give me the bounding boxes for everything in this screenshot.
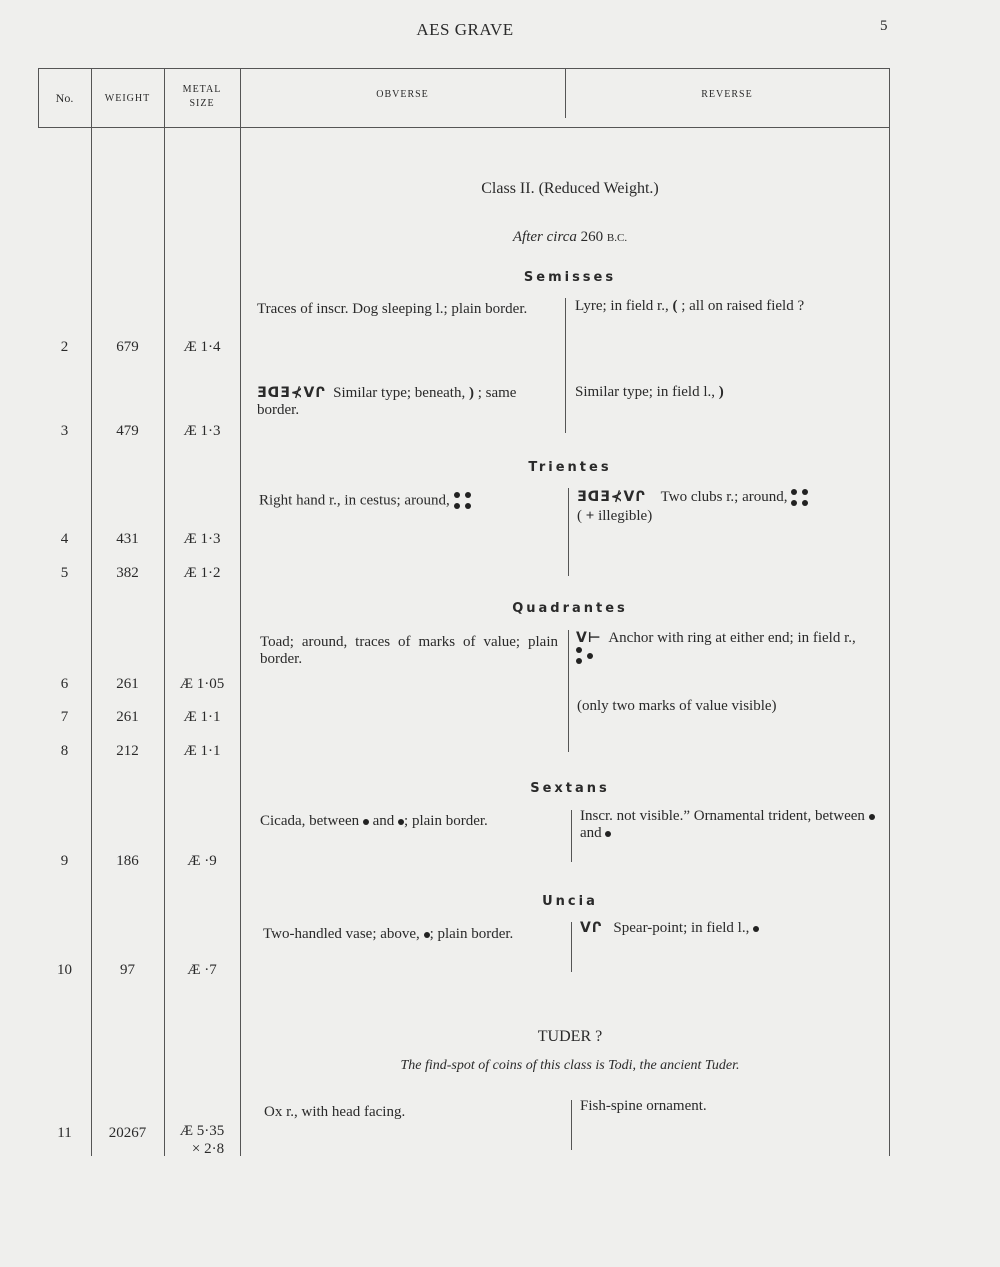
unc-obverse-b: ; plain border. <box>429 926 514 942</box>
running-title: AES GRAVE <box>416 20 514 39</box>
row-no: 9 <box>60 853 69 869</box>
row-metal: Æ 1·1 <box>183 709 221 725</box>
three-dots-icon <box>576 647 594 665</box>
sext-divider <box>571 810 572 862</box>
header-size: SIZE <box>189 98 215 109</box>
sext-obverse-c: ; plain border. <box>404 813 488 829</box>
unc-obverse-a: Two-handled vase; above, <box>263 926 420 942</box>
trient-reverse-text: Two clubs r.; around, <box>660 489 788 505</box>
inscription: V⊢ <box>576 630 602 646</box>
class-title: Class II. (Reduced Weight.) <box>481 180 659 197</box>
row-weight: 261 <box>116 709 139 725</box>
row-weight: 261 <box>116 676 139 692</box>
row-metal: Æ 1·3 <box>183 423 221 439</box>
row-no: 11 <box>57 1125 72 1141</box>
trient-reverse: ƎᗡƎ⊀VՐ Two clubs r.; around, ( + illegible) <box>577 488 877 526</box>
row-no: 8 <box>60 743 69 759</box>
row-metal: Æ ·9 <box>187 853 217 869</box>
tuder-obverse: Ox r., with head facing. <box>264 1104 406 1120</box>
semis-reverse-b: ; all on raised field ? <box>681 298 805 314</box>
semis2-obverse-a: Similar type; beneath, <box>333 385 466 401</box>
row-weight: 20267 <box>108 1125 147 1141</box>
quad-obverse: Toad; around, traces of marks of value; plain border. <box>260 634 558 667</box>
dot-icon <box>869 814 875 820</box>
dot-icon <box>363 819 369 825</box>
header-weight: WEIGHT <box>104 93 151 104</box>
header-bottom-rule <box>38 127 890 128</box>
row-no: 7 <box>60 709 69 725</box>
row-no: 2 <box>60 339 69 355</box>
semis-divider <box>565 298 566 433</box>
header-obverse: OBVERSE <box>376 89 429 100</box>
row-weight: 186 <box>116 853 139 869</box>
row-metal: Æ 5·35 <box>179 1123 225 1139</box>
sext-reverse <box>580 808 880 842</box>
row-weight: 97 <box>120 962 135 978</box>
date-note <box>250 229 890 246</box>
section-uncia: Uncia <box>542 894 598 909</box>
col-rule-no <box>91 68 92 1156</box>
unc-divider <box>571 922 572 972</box>
page-number: 5 <box>880 18 888 34</box>
dot-icon <box>605 831 611 837</box>
quad-divider <box>568 630 569 752</box>
header-reverse: REVERSE <box>701 89 753 100</box>
crescent-right-symbol: ) <box>718 384 724 400</box>
trient-divider <box>568 488 569 576</box>
tuder-note: The find-spot of coins of this class is Todi, the ancient Tuder. <box>400 1058 740 1073</box>
section-sextans: Sextans <box>530 781 610 796</box>
row-metal: Æ 1·4 <box>183 339 221 355</box>
header-no: No. <box>55 91 74 105</box>
sext-obverse <box>260 813 560 830</box>
inscription: ƎᗡƎ⊀VՐ <box>257 385 326 401</box>
sext-obverse-b: and <box>372 813 395 829</box>
tuder-reverse: Fish-spine ornament. <box>580 1098 707 1114</box>
semis2-reverse-text: Similar type; in field l., <box>575 384 715 400</box>
row-weight: 431 <box>116 531 139 547</box>
date-note-era: B.C. <box>606 232 628 244</box>
semis-reverse-a: Lyre; in field r., <box>575 298 669 314</box>
dot-icon <box>753 926 759 932</box>
row-metal: Æ 1·3 <box>183 531 221 547</box>
quad-reverse-text: Anchor with ring at either end; in field r., <box>608 630 856 646</box>
col-rule-weight <box>164 68 165 1156</box>
header-metal: METAL <box>182 84 222 95</box>
quad-reverse <box>576 630 876 665</box>
row-weight: 382 <box>116 565 139 581</box>
row-no: 3 <box>60 423 69 439</box>
semis-reverse <box>575 298 875 315</box>
unc-reverse <box>580 920 880 937</box>
sext-reverse-a: Inscr. not visible.” Ornamental trident, between <box>580 808 865 824</box>
row-weight: 679 <box>116 339 139 355</box>
semis2-obverse-b: ; same border. <box>257 385 517 418</box>
quad-reverse-note: (only two marks of value visible) <box>577 698 777 714</box>
section-quadrantes: Quadrantes <box>512 601 628 616</box>
row-no: 4 <box>60 531 69 547</box>
row-no: 10 <box>57 962 72 978</box>
trient-reverse-note: illegible) <box>598 508 653 524</box>
unc-reverse-text: Spear-point; in field l., <box>613 920 750 936</box>
tuder-divider <box>571 1100 572 1150</box>
sext-obverse-a: Cicada, between <box>260 813 360 829</box>
unc-obverse <box>263 926 563 943</box>
col-rule-metal <box>240 68 241 1156</box>
date-note-italic: After circa <box>512 229 577 245</box>
row-weight: 212 <box>116 743 139 759</box>
row-metal: Æ 1·05 <box>179 676 225 692</box>
row-metal-2: × 2·8 <box>191 1141 225 1157</box>
row-metal: Æ ·7 <box>187 962 217 978</box>
semis2-reverse <box>575 384 875 401</box>
four-dots-icon <box>791 489 809 507</box>
four-dots-icon <box>454 492 472 510</box>
inscription: VՐ <box>580 920 603 936</box>
row-metal: Æ 1·1 <box>183 743 221 759</box>
row-no: 5 <box>60 565 69 581</box>
tuder-title: TUDER ? <box>537 1028 603 1045</box>
section-semisses: Semisses <box>523 270 617 285</box>
crescent-left-symbol: ( <box>672 298 678 314</box>
inscription: ƎᗡƎ⊀VՐ <box>577 489 646 505</box>
date-note-year: 260 <box>580 229 604 245</box>
sext-reverse-b: and <box>580 825 602 841</box>
row-metal: Æ 1·2 <box>183 565 221 581</box>
trient-obverse-text: Right hand r., in cestus; around, <box>259 492 450 509</box>
trient-obverse <box>259 492 559 510</box>
crescent-right-symbol: ) <box>468 385 474 401</box>
row-weight: 479 <box>116 423 139 439</box>
semis-obverse: Traces of inscr. Dog sleeping l.; plain border. <box>257 301 528 317</box>
semis2-obverse <box>257 385 557 419</box>
section-trientes: Trientes <box>528 460 612 475</box>
row-no: 6 <box>60 676 69 692</box>
table-top-rule <box>38 68 890 69</box>
